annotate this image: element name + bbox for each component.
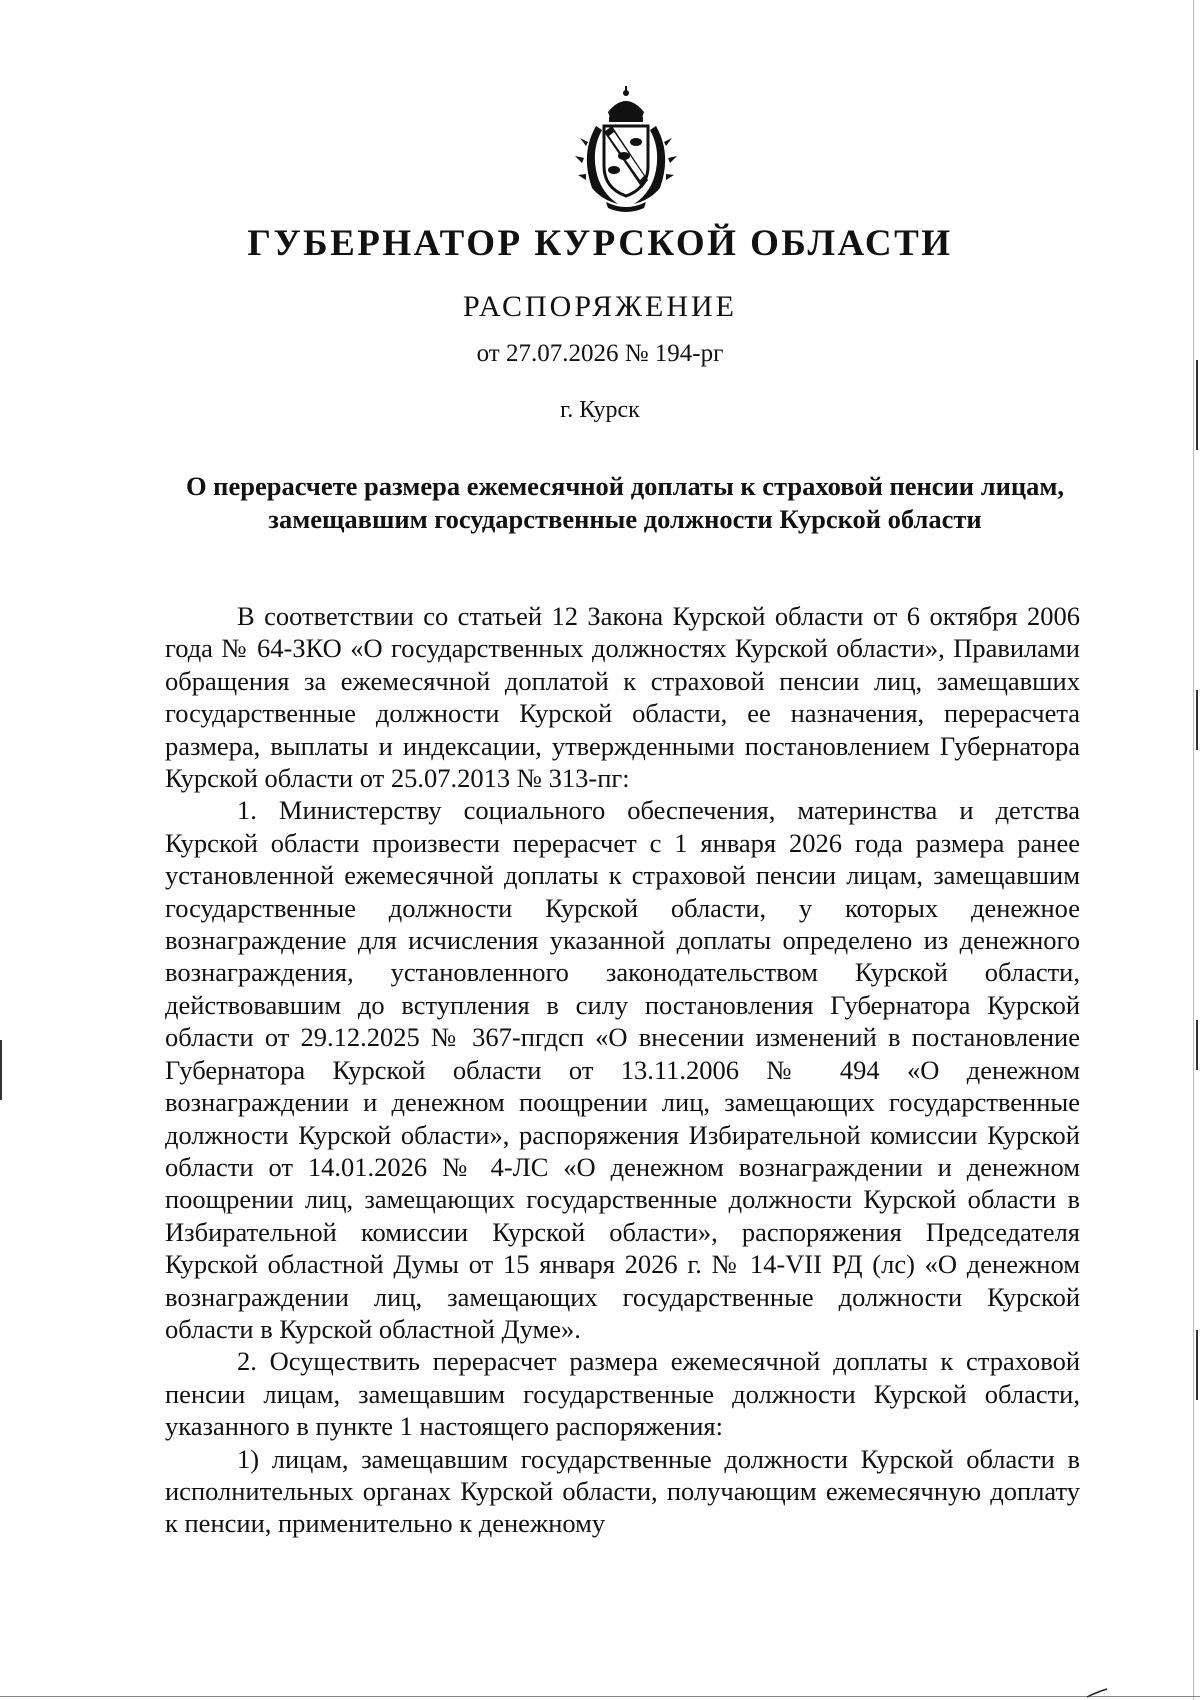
clause-2-paragraph: 2. Осуществить перерасчет размера ежемесячной доплаты к страховой пенсии лицам, замещавшим государственные должности Курской области, указанного в пункте 1 настоящего распоряжения: xyxy=(165,1346,1080,1442)
scan-mark xyxy=(1196,1330,1198,1400)
scan-tick-mark xyxy=(1085,1688,1109,1698)
clause-1-paragraph: 1. Министерству социального обеспечения, материнства и детства Курской области произвести перерасчет с 1 января 2026 года размера ранее установленной ежемесячной доплаты к страховой пенсии лицам, замещавшим государственные должности Курской области, у которых денежное вознаграждение для исчисления указанной доплаты определено из денежного вознаграждения, установленного законодательством Курской области, действовавшим до вступления в силу постановления Губернатора Курской области от 29.12.2025 № 367-пгдсп «О внесении изменений в постановление Губернатора Курской области от 13.11.2006 № 494 «О денежном вознаграждении и денежном поощрении лиц, замещающих государственные должности Курской области», распоряжения Избирательной комиссии Курской области от 14.01.2026 № 4-ЛС «О денежном вознаграждении и денежном поощрении лиц, замещающих государственные должности Курской области в Избирательной комиссии Курской области», распоряжения Председателя Курской областной Думы от 15 января 2026 г. № 14-VII РД (лс) «О денежном вознаграждении лиц, замещающих государственные должности Курской области в Курской областной Думе». xyxy=(165,795,1080,1344)
preamble-paragraph: В соответствии со статьей 12 Закона Курской области от 6 октября 2006 года № 64-ЗКО «О государственных должностях Курской области», Правилами обращения за ежемесячной доплатой к страховой пенсии лиц, замещавших государственные должности Курской области, ее назначения, перерасчета размера, выплаты и индексации, утвержденными постановлением Губернатора Курской области от 25.07.2013 № 313-пг: xyxy=(165,601,1080,794)
scan-edge-line xyxy=(1193,0,1194,1700)
document-type: РАСПОРЯЖЕНИЕ xyxy=(462,290,738,323)
scan-mark xyxy=(0,1040,2,1100)
scan-mark xyxy=(1196,690,1198,750)
subclause-1-paragraph: 1) лицам, замещавшим государственные должности Курской области в исполнительных органах Курской области, получающим ежемесячную доплату к пенсии, применительно к денежному xyxy=(165,1443,1080,1539)
kursk-coat-of-arms-icon xyxy=(566,84,686,214)
document-city: г. Курск xyxy=(560,397,640,423)
scan-mark xyxy=(1196,360,1198,450)
document-number-date: от 27.07.2026 № 194-рг xyxy=(476,340,724,367)
scan-mark xyxy=(1196,1020,1198,1070)
scan-bottom-line xyxy=(0,1696,1200,1697)
document-body xyxy=(165,600,1080,1540)
document-title: О перерасчете размера ежемесячной доплаты к страховой пенсии лицам, замещавшим государственные должности Курской области xyxy=(185,471,1065,534)
issuer-heading: ГУБЕРНАТОР КУРСКОЙ ОБЛАСТИ xyxy=(247,223,953,264)
